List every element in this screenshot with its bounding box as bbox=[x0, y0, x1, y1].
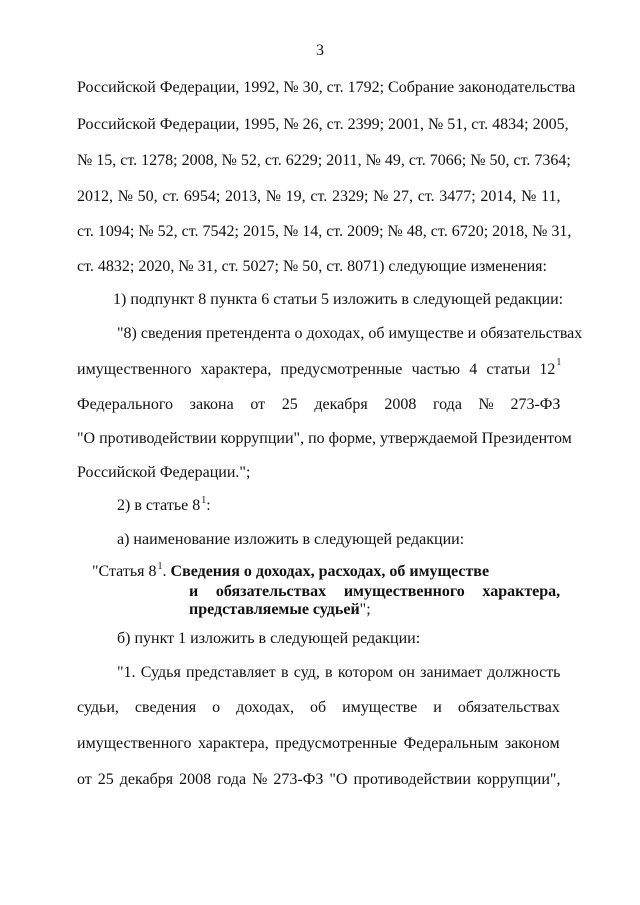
item-a-heading: а) наименование изложить в следующей редакции: bbox=[117, 531, 465, 548]
item-b-heading: б) пункт 1 изложить в следующей редакции: bbox=[117, 630, 421, 647]
quote-line-2: имущественного характера, предусмотренные частью 4 статьи 12 1 bbox=[77, 360, 560, 380]
page-number: 3 bbox=[316, 42, 324, 59]
text-line-6: ст. 4832; 2020, № 31, ст. 5027; № 50, ст. 8071) следующие изменения: bbox=[77, 258, 547, 275]
text-line-1: Российской Федерации, 1992, № 30, ст. 1792; Собрание законодательства bbox=[77, 79, 576, 96]
text-line-4: 2012, № 50, ст. 6954; 2013, № 19, ст. 2329; № 27, ст. 3477; 2014, № 11, bbox=[77, 188, 561, 205]
article-title-row-1: "Статья $8^1$. Сведения о доходах, расходах, об имуществе bbox=[92, 561, 490, 580]
quote-line-4: "О противодействии коррупции", по форме, утверждаемой Президентом bbox=[77, 430, 572, 447]
item-1-heading: 1) подпункт 8 пункта 6 статьи 5 изложить в следующей редакции: bbox=[113, 291, 564, 308]
article-title-block bbox=[92, 563, 560, 619]
quote-line-1: "8) сведения претендента о доходах, об имуществе и обязательствах bbox=[117, 325, 583, 342]
quote2-line-3: имущественного характера, предусмотренные Федеральным законом bbox=[77, 735, 560, 752]
quote2-line-1: "1. Судья представляет в суд, в котором он занимает должность bbox=[117, 664, 561, 681]
quote-line-3: Федерального закона от 25 декабря 2008 года № 273-ФЗ bbox=[77, 396, 561, 413]
text-line-3: № 15, ст. 1278; 2008, № 52, ст. 6229; 2011, № 49, ст. 7066; № 50, ст. 7364; bbox=[77, 152, 571, 169]
quote-line-5: Российской Федерации."; bbox=[77, 464, 251, 481]
quote2-line-2: судьи, сведения о доходах, об имуществе и обязательствах bbox=[77, 699, 560, 716]
quote2-line-4: от 25 декабря 2008 года № 273-ФЗ "О противодействии коррупции", bbox=[77, 771, 561, 788]
superscript: 1 bbox=[556, 357, 562, 368]
text-line-2: Российской Федерации, 1995, № 26, ст. 2399; 2001, № 51, ст. 4834; 2005, bbox=[77, 116, 569, 133]
article-title-row-2: и обязательствах имущественного характера, bbox=[189, 583, 561, 600]
item-2-heading: 2) в статье $8^1$: bbox=[117, 495, 211, 514]
text-line-5: ст. 1094; № 52, ст. 7542; 2015, № 14, ст. 2009; № 48, ст. 6720; 2018, № 31, bbox=[77, 223, 572, 240]
article-title-row-3: представляемые судьей"; bbox=[189, 601, 371, 618]
